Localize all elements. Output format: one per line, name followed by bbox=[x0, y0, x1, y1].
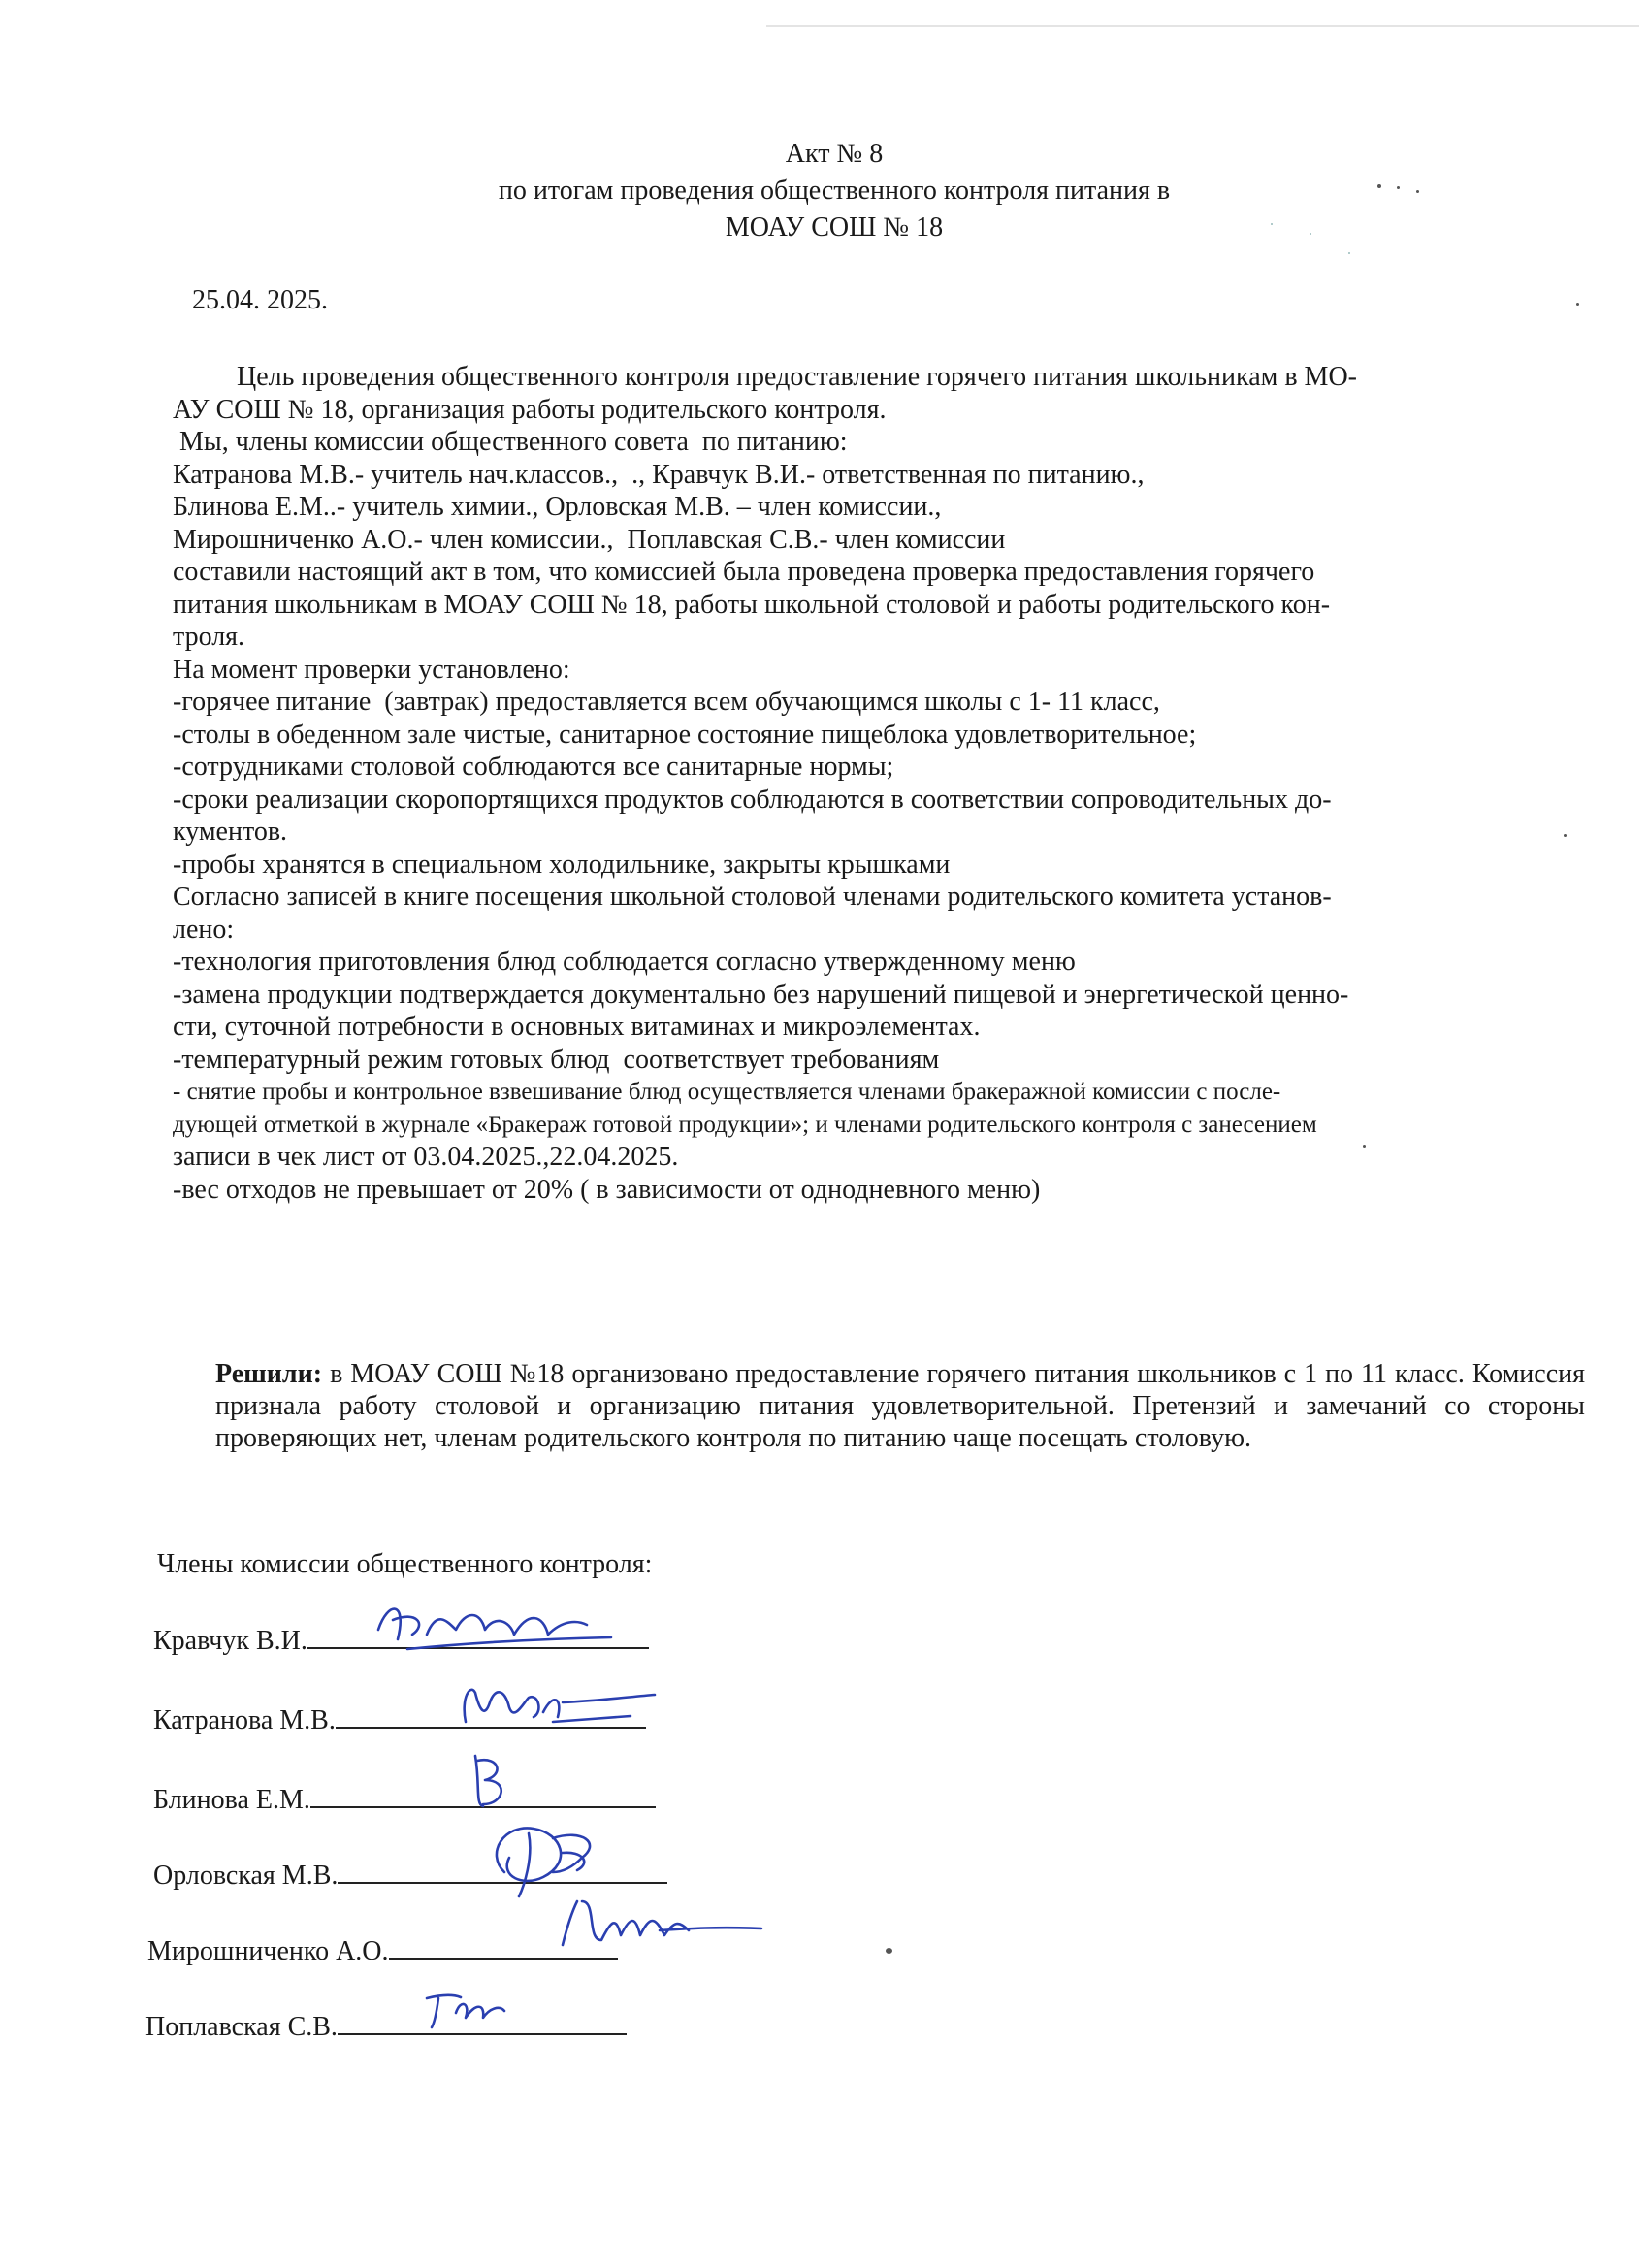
body-line: -температурный режим готовых блюд соответствует требованиям bbox=[173, 1044, 940, 1075]
member-name: Блинова Е.М. bbox=[153, 1785, 310, 1815]
body-line: -технология приготовления блюд соблюдается согласно утвержденному меню bbox=[173, 947, 1076, 977]
decision-paragraph bbox=[215, 1358, 1585, 1454]
body-line: -пробы хранятся в специальном холодильнике, закрыты крышками bbox=[173, 849, 951, 880]
body-line: составили настоящий акт в том, что комиссией была проведена проверка предоставления горячего bbox=[173, 557, 1315, 587]
body-line: Мы, члены комиссии общественного совета по питанию: bbox=[173, 427, 848, 457]
scan-speck bbox=[1576, 303, 1579, 306]
scan-edge-line bbox=[766, 25, 1639, 27]
body-line: Согласно записей в книге посещения школьной столовой членами родительского комитета установ- bbox=[173, 882, 1332, 912]
body-line: Блинова Е.М..- учитель химии., Орловская М.В. – член комиссии., bbox=[173, 492, 942, 522]
school-name: МОАУ СОШ № 18 bbox=[725, 212, 944, 243]
act-body bbox=[173, 361, 1562, 1206]
member-name: Орловская М.В. bbox=[153, 1861, 339, 1891]
member-name: Катранова М.В. bbox=[153, 1705, 336, 1735]
member-name: Мирошниченко А.О. bbox=[147, 1936, 389, 1966]
signature-orlovskaya bbox=[475, 1814, 630, 1901]
body-line: -столы в обеденном зале чистые, санитарное состояние пищеблока удовлетворительное; bbox=[173, 719, 1197, 750]
act-number: Акт № 8 bbox=[785, 139, 884, 169]
body-line: сти, суточной потребности в основных витаминах и микроэлементах. bbox=[173, 1012, 981, 1042]
body-line: дующей отметкой в журнале «Бракераж готовой продукции»; и членами родительского контроля с занесением bbox=[173, 1111, 1317, 1138]
member-name: Кравчук В.И. bbox=[153, 1626, 307, 1656]
body-line: Мирошниченко А.О.- член комиссии., Поплавская С.В.- член комиссии bbox=[173, 524, 1006, 555]
body-line: -вес отходов не превышает от 20% ( в зависимости от однодневного меню) bbox=[173, 1174, 1041, 1205]
signature-miroshnichenko bbox=[543, 1892, 776, 1960]
signature-row bbox=[146, 2006, 627, 2043]
members-heading: Члены комиссии общественного контроля: bbox=[157, 1549, 653, 1579]
signature-poplavskaya bbox=[417, 1984, 524, 2032]
body-line: -сотрудниками столовой соблюдаются все санитарные нормы; bbox=[173, 752, 894, 782]
scan-speck bbox=[886, 1948, 892, 1954]
body-line: питания школьникам в МОАУ СОШ № 18, работы школьной столовой и работы родительского кон- bbox=[173, 589, 1331, 620]
signature-kravchuk bbox=[369, 1591, 621, 1669]
signature-katranova bbox=[407, 1673, 660, 1741]
body-line: записи в чек лист от 03.04.2025.,22.04.2025. bbox=[173, 1142, 679, 1172]
act-subtitle: по итогам проведения общественного контроля питания в bbox=[498, 176, 1171, 206]
body-line: - снятие пробы и контрольное взвешивание блюд осуществляется членами бракеражной комиссии с после- bbox=[173, 1079, 1281, 1105]
body-line: троля. bbox=[173, 622, 245, 652]
scan-speck bbox=[1363, 1145, 1366, 1148]
scan-speck bbox=[1564, 834, 1567, 837]
decision-text: в МОАУ СОШ №18 организовано предоставление горячего питания школьников с 1 по 11 класс. Комиссия признала работу столовой и организацию питания удовлетворительной. Претензий и замечаний со стороны проверяющих нет, членам родительского контроля по питанию чаще посещать столовую. bbox=[215, 1359, 1585, 1453]
body-line: -сроки реализации скоропортящихся продуктов соблюдаются в соответствии сопроводительных до- bbox=[173, 784, 1332, 815]
act-title bbox=[349, 136, 1319, 246]
body-line: лено: bbox=[173, 914, 235, 945]
act-date: 25.04. 2025. bbox=[192, 285, 328, 315]
body-line: -горячее питание (завтрак) предоставляется всем обучающимся школы с 1- 11 класс, bbox=[173, 687, 1160, 717]
decision-label: Решили: bbox=[215, 1359, 323, 1389]
body-line: -замена продукции подтверждается документально без нарушений пищевой и энергетической ценно- bbox=[173, 979, 1349, 1010]
body-line: АУ СОШ № 18, организация работы родительского контроля. bbox=[173, 394, 887, 425]
signature-row bbox=[153, 1779, 656, 1816]
signature-blinova bbox=[456, 1746, 534, 1824]
body-line: кументов. bbox=[173, 817, 288, 847]
body-line: Катранова М.В.- учитель нач.классов., ., Кравчук В.И.- ответственная по питанию., bbox=[173, 459, 1145, 490]
member-name: Поплавская С.В. bbox=[146, 2012, 338, 2042]
body-line: Цель проведения общественного контроля предоставление горячего питания школьникам в МО- bbox=[237, 362, 1357, 392]
body-line: На момент проверки установлено: bbox=[173, 654, 570, 685]
